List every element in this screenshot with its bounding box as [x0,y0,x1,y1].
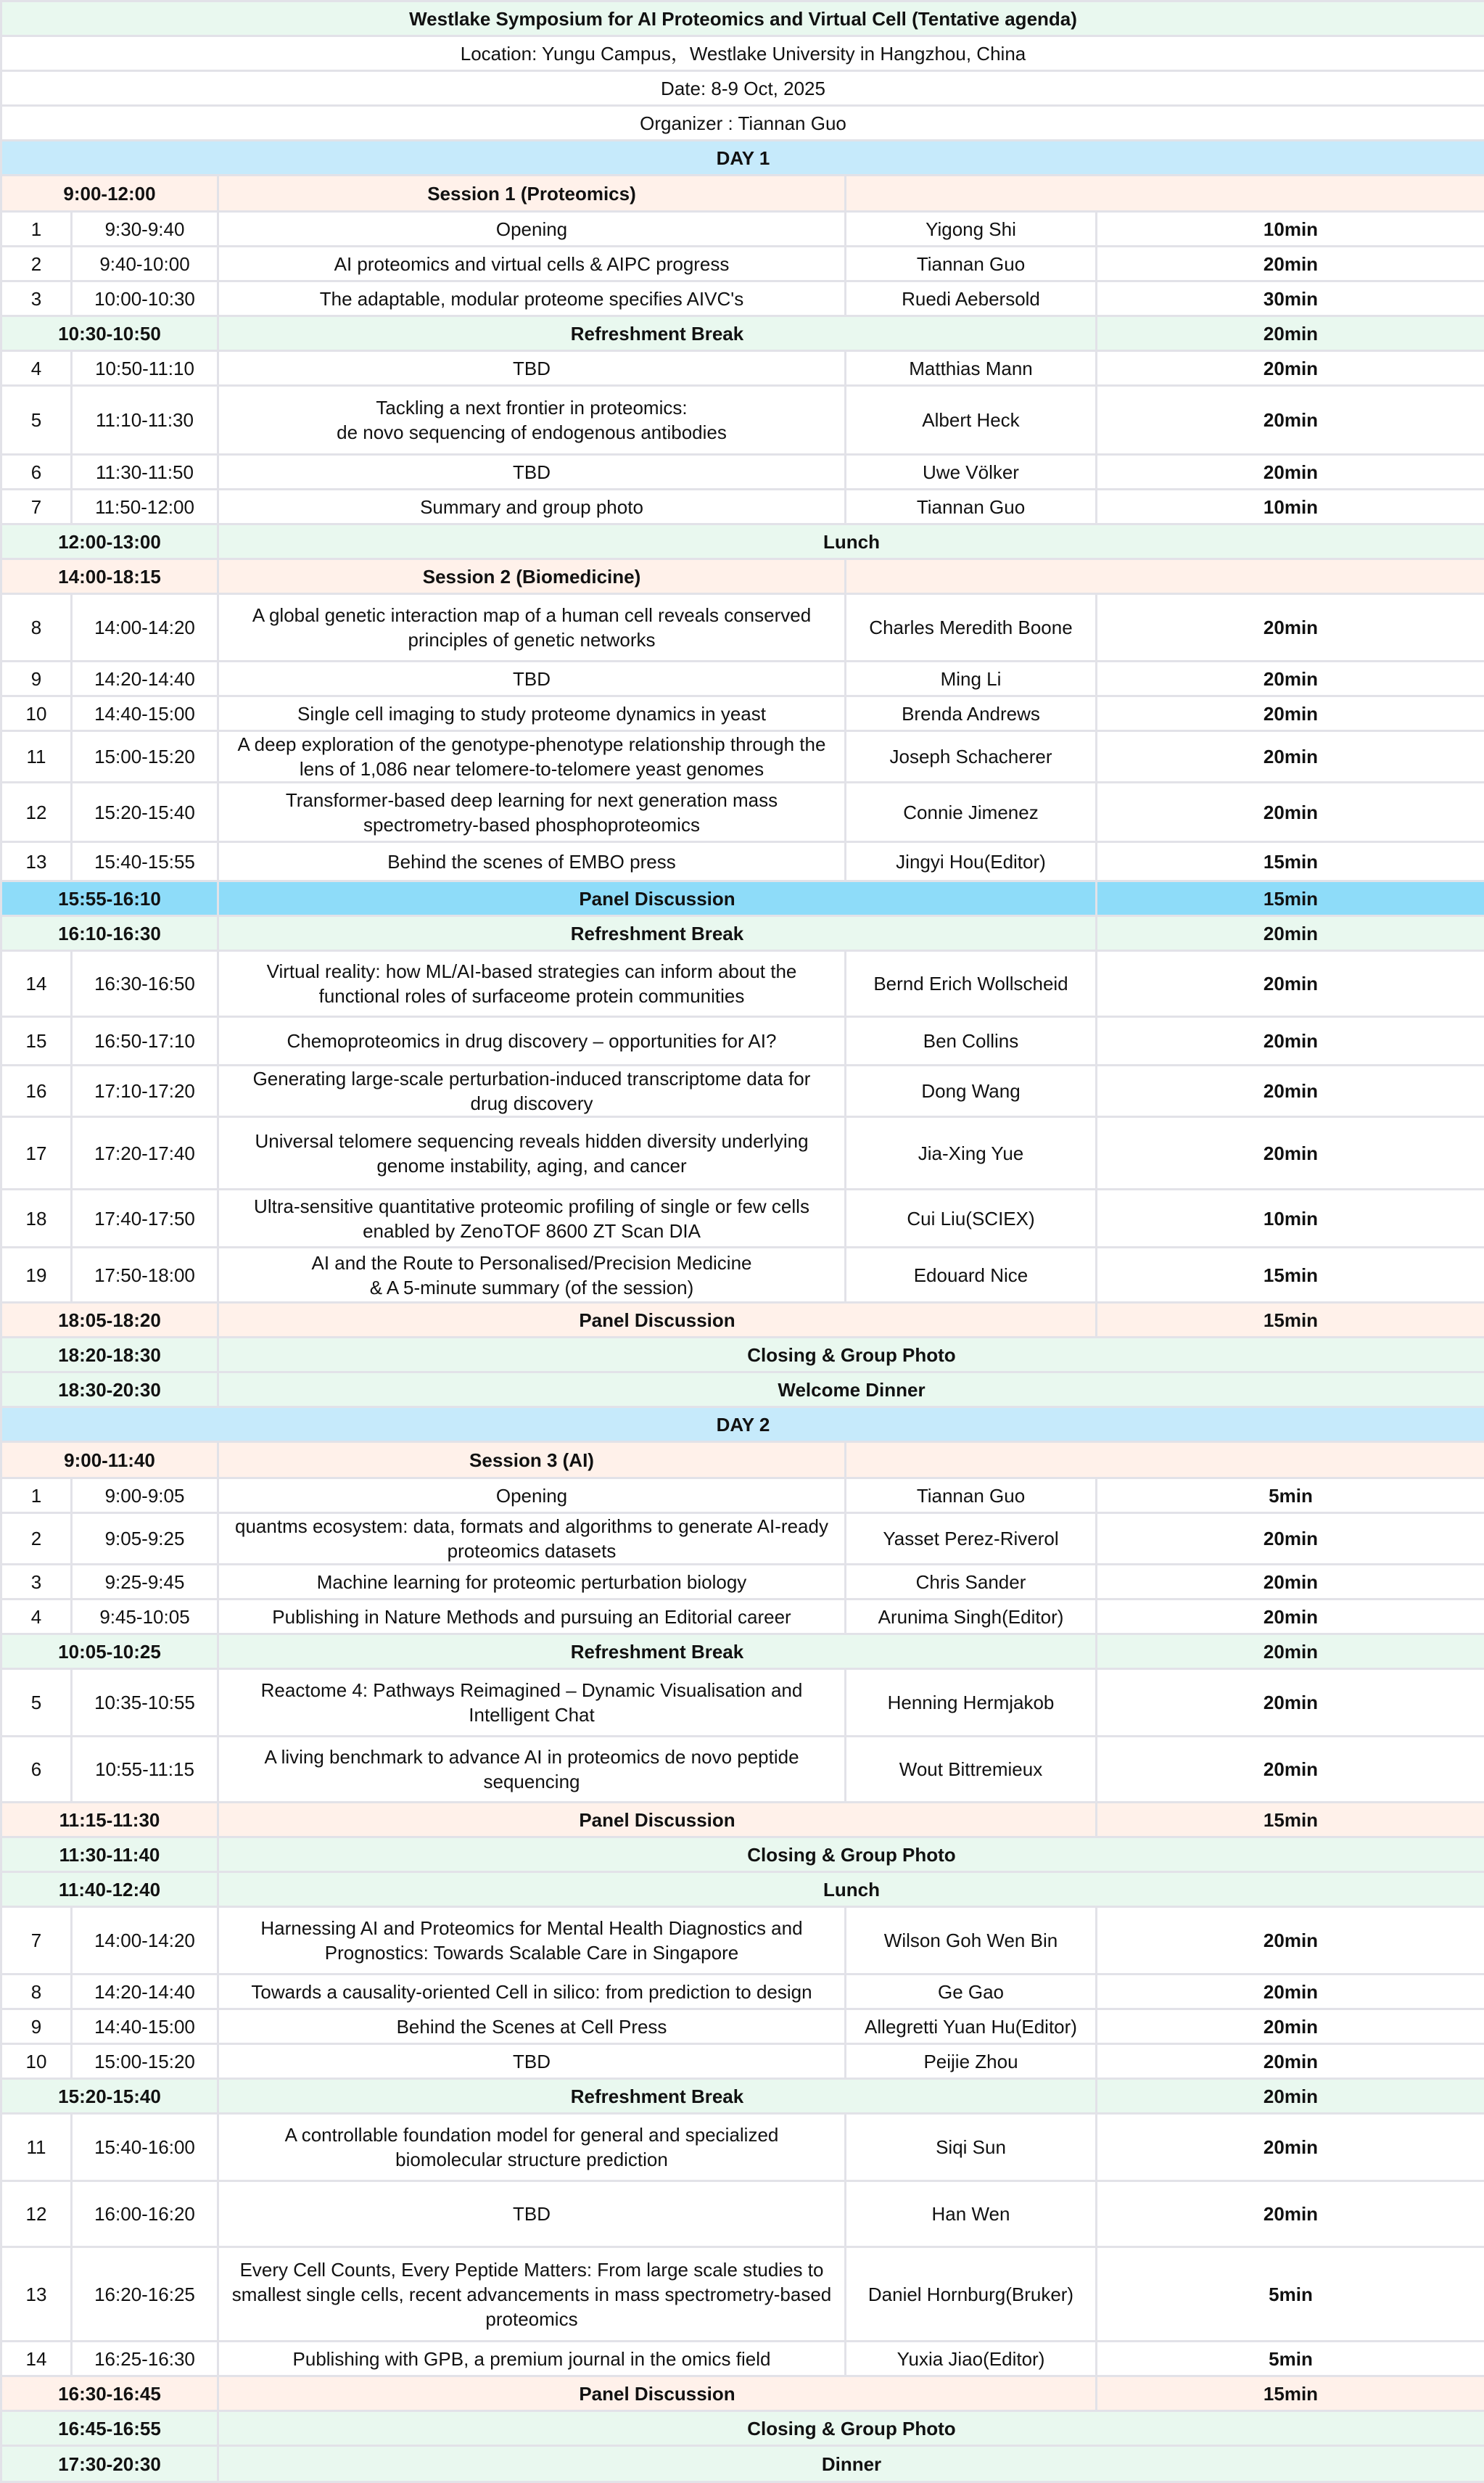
talk-number: 5 [1,386,72,455]
event-time: 18:30-20:30 [1,1372,218,1407]
event-time: 17:30-20:30 [1,2446,218,2482]
event-label: Closing & Group Photo [218,2411,1484,2446]
talk-number: 1 [1,1478,72,1513]
talk-number: 17 [1,1117,72,1190]
talk-number: 3 [1,1565,72,1599]
talk-title: Every Cell Counts, Every Peptide Matters: From large scale studies to smallest single cells, recent advancements in mass spectrometry-based proteomics [218,2247,846,2342]
talk-duration: 20min [1097,1513,1484,1565]
talk-title: A global genetic interaction map of a human cell reveals conserved principles of genetic networks [218,594,846,662]
talk-row [1,1737,1484,1803]
talk-title: Reactome 4: Pathways Reimagined – Dynamic Visualisation and Intelligent Chat [218,1669,846,1737]
event-label: Lunch [218,1872,1484,1907]
session-header-row [1,176,1484,212]
break-time: 16:10-16:30 [1,916,218,951]
break-label: Panel Discussion [218,1303,1097,1338]
break-label: Refreshment Break [218,2079,1097,2114]
talk-duration: 20min [1097,2181,1484,2247]
talk-title: Summary and group photo [218,490,846,524]
talk-duration: 10min [1097,212,1484,247]
event-time: 11:40-12:40 [1,1872,218,1907]
talk-row [1,212,1484,247]
session-time: 9:00-12:00 [1,176,218,212]
talk-title: Opening [218,212,846,247]
break-label: Panel Discussion [218,2376,1097,2411]
talk-title: Ultra-sensitive quantitative proteomic profiling of single or few cells enabled by ZenoTOF 8600 ZT Scan DIA [218,1190,846,1248]
session-title: Session 2 (Biomedicine) [218,559,846,594]
talk-speaker: Wilson Goh Wen Bin [846,1907,1097,1975]
talk-row [1,1066,1484,1117]
talk-number: 19 [1,1248,72,1303]
talk-speaker: Ge Gao [846,1975,1097,2009]
talk-duration: 20min [1097,1017,1484,1066]
talk-row [1,281,1484,316]
talk-title: TBD [218,2044,846,2079]
talk-title: Single cell imaging to study proteome dynamics in yeast [218,696,846,731]
talk-duration: 20min [1097,1066,1484,1117]
break-label: Refreshment Break [218,316,1097,351]
talk-duration: 20min [1097,1565,1484,1599]
talk-time: 11:50-12:00 [72,490,218,524]
talk-duration: 15min [1097,842,1484,881]
talk-speaker: Tiannan Guo [846,247,1097,281]
talk-number: 14 [1,2342,72,2376]
talk-duration: 20min [1097,594,1484,662]
event-time: 18:20-18:30 [1,1338,218,1372]
talk-number: 3 [1,281,72,316]
talk-duration: 20min [1097,455,1484,490]
talk-duration: 20min [1097,1599,1484,1634]
day-header-row [1,141,1484,176]
talk-row [1,247,1484,281]
event-row [1,1872,1484,1907]
talk-speaker: Allegretti Yuan Hu(Editor) [846,2009,1097,2044]
talk-time: 15:40-16:00 [72,2114,218,2181]
break-row [1,1303,1484,1338]
talk-row [1,1513,1484,1565]
talk-duration: 20min [1097,386,1484,455]
talk-title: Generating large-scale perturbation-induced transcriptome data for drug discovery [218,1066,846,1117]
talk-row [1,731,1484,783]
talk-title: The adaptable, modular proteome specifies AIVC's [218,281,846,316]
talk-duration: 20min [1097,1907,1484,1975]
break-row [1,316,1484,351]
talk-speaker: Cui Liu(SCIEX) [846,1190,1097,1248]
talk-speaker: Albert Heck [846,386,1097,455]
talk-title: A living benchmark to advance AI in proteomics de novo peptide sequencing [218,1737,846,1803]
talk-row [1,2342,1484,2376]
talk-title: Publishing in Nature Methods and pursuing an Editorial career [218,1599,846,1634]
talk-duration: 15min [1097,1248,1484,1303]
talk-time: 16:50-17:10 [72,1017,218,1066]
talk-duration: 20min [1097,1669,1484,1737]
break-time: 11:15-11:30 [1,1803,218,1837]
day-label: DAY 2 [1,1407,1484,1442]
talk-time: 14:20-14:40 [72,1975,218,2009]
event-time: 12:00-13:00 [1,524,218,559]
break-duration: 15min [1097,2376,1484,2411]
talk-speaker: Edouard Nice [846,1248,1097,1303]
talk-row [1,1975,1484,2009]
talk-duration: 20min [1097,2009,1484,2044]
info-row [1,36,1484,71]
talk-time: 15:20-15:40 [72,783,218,842]
talk-duration: 20min [1097,1117,1484,1190]
talk-duration: 20min [1097,1737,1484,1803]
talk-speaker: Tiannan Guo [846,1478,1097,1513]
session-blank [846,176,1484,212]
talk-number: 4 [1,351,72,386]
talk-time: 9:05-9:25 [72,1513,218,1565]
talk-row [1,2114,1484,2181]
talk-row [1,2044,1484,2079]
talk-row [1,1599,1484,1634]
talk-row [1,1190,1484,1248]
info-text: Organizer : Tiannan Guo [1,106,1484,141]
break-row [1,1634,1484,1669]
talk-speaker: Ming Li [846,662,1097,696]
session-blank [846,1442,1484,1478]
talk-speaker: Wout Bittremieux [846,1737,1097,1803]
talk-time: 10:35-10:55 [72,1669,218,1737]
talk-row [1,696,1484,731]
talk-time: 17:50-18:00 [72,1248,218,1303]
talk-row [1,1017,1484,1066]
talk-time: 14:20-14:40 [72,662,218,696]
session-header-row [1,559,1484,594]
talk-title: Harnessing AI and Proteomics for Mental Health Diagnostics and Prognostics: Towards Scalable Care in Singapore [218,1907,846,1975]
talk-time: 17:20-17:40 [72,1117,218,1190]
session-title: Session 1 (Proteomics) [218,176,846,212]
event-label: Closing & Group Photo [218,1837,1484,1872]
talk-duration: 5min [1097,2247,1484,2342]
talk-duration: 5min [1097,1478,1484,1513]
break-row [1,916,1484,951]
talk-number: 5 [1,1669,72,1737]
talk-title: Machine learning for proteomic perturbation biology [218,1565,846,1599]
break-duration: 20min [1097,916,1484,951]
talk-duration: 20min [1097,783,1484,842]
break-label: Panel Discussion [218,1803,1097,1837]
talk-title: Universal telomere sequencing reveals hidden diversity underlying genome instability, aging, and cancer [218,1117,846,1190]
talk-title: Chemoproteomics in drug discovery – opportunities for AI? [218,1017,846,1066]
talk-time: 16:00-16:20 [72,2181,218,2247]
talk-duration: 20min [1097,696,1484,731]
talk-number: 6 [1,455,72,490]
talk-number: 2 [1,247,72,281]
talk-time: 16:25-16:30 [72,2342,218,2376]
talk-time: 15:00-15:20 [72,2044,218,2079]
talk-number: 9 [1,662,72,696]
talk-row [1,1669,1484,1737]
talk-time: 17:10-17:20 [72,1066,218,1117]
talk-duration: 20min [1097,662,1484,696]
talk-number: 12 [1,783,72,842]
talk-speaker: Chris Sander [846,1565,1097,1599]
talk-duration: 20min [1097,731,1484,783]
talk-row [1,1117,1484,1190]
talk-number: 1 [1,212,72,247]
talk-speaker: Charles Meredith Boone [846,594,1097,662]
session-title: Session 3 (AI) [218,1442,846,1478]
talk-time: 9:45-10:05 [72,1599,218,1634]
talk-time: 17:40-17:50 [72,1190,218,1248]
talk-title: Towards a causality-oriented Cell in silico: from prediction to design [218,1975,846,2009]
event-time: 11:30-11:40 [1,1837,218,1872]
break-time: 10:05-10:25 [1,1634,218,1669]
talk-time: 14:40-15:00 [72,696,218,731]
break-time: 15:20-15:40 [1,2079,218,2114]
talk-row [1,386,1484,455]
talk-title: Virtual reality: how ML/AI-based strategies can inform about the functional roles of surfaceome protein communities [218,951,846,1017]
talk-duration: 30min [1097,281,1484,316]
talk-duration: 20min [1097,2044,1484,2079]
talk-number: 10 [1,2044,72,2079]
talk-duration: 10min [1097,490,1484,524]
talk-duration: 20min [1097,351,1484,386]
talk-title: Tackling a next frontier in proteomics: de novo sequencing of endogenous antibodies [218,386,846,455]
event-row [1,1338,1484,1372]
talk-row [1,2009,1484,2044]
break-duration: 15min [1097,1803,1484,1837]
talk-time: 14:00-14:20 [72,1907,218,1975]
talk-speaker: Ruedi Aebersold [846,281,1097,316]
event-row [1,1837,1484,1872]
talk-speaker: Yuxia Jiao(Editor) [846,2342,1097,2376]
talk-number: 8 [1,1975,72,2009]
talk-row [1,490,1484,524]
talk-duration: 20min [1097,2114,1484,2181]
talk-speaker: Arunima Singh(Editor) [846,1599,1097,1634]
talk-time: 14:40-15:00 [72,2009,218,2044]
talk-speaker: Han Wen [846,2181,1097,2247]
break-time: 15:55-16:10 [1,881,218,916]
talk-number: 16 [1,1066,72,1117]
talk-speaker: Jingyi Hou(Editor) [846,842,1097,881]
talk-title: Transformer-based deep learning for next generation mass spectrometry-based phosphoproteomics [218,783,846,842]
talk-speaker: Dong Wang [846,1066,1097,1117]
event-label: Welcome Dinner [218,1372,1484,1407]
session-time: 9:00-11:40 [1,1442,218,1478]
info-text: Location: Yungu Campus，Westlake University in Hangzhou, China [1,36,1484,71]
talk-row [1,455,1484,490]
talk-title: AI and the Route to Personalised/Precision Medicine & A 5-minute summary (of the session) [218,1248,846,1303]
talk-number: 18 [1,1190,72,1248]
talk-time: 16:20-16:25 [72,2247,218,2342]
talk-number: 7 [1,1907,72,1975]
talk-time: 9:30-9:40 [72,212,218,247]
talk-title: Opening [218,1478,846,1513]
talk-time: 10:55-11:15 [72,1737,218,1803]
talk-number: 11 [1,2114,72,2181]
break-row [1,2079,1484,2114]
talk-speaker: Siqi Sun [846,2114,1097,2181]
break-duration: 20min [1097,1634,1484,1669]
break-duration: 20min [1097,316,1484,351]
talk-duration: 20min [1097,247,1484,281]
talk-row [1,842,1484,881]
break-time: 10:30-10:50 [1,316,218,351]
talk-duration: 20min [1097,951,1484,1017]
talk-row [1,351,1484,386]
talk-title: TBD [218,455,846,490]
info-text: Date: 8-9 Oct, 2025 [1,71,1484,106]
talk-row [1,2247,1484,2342]
talk-number: 13 [1,2247,72,2342]
event-label: Dinner [218,2446,1484,2482]
session-time: 14:00-18:15 [1,559,218,594]
session-blank [846,559,1484,594]
event-row [1,1372,1484,1407]
talk-row [1,1478,1484,1513]
info-row [1,106,1484,141]
talk-duration: 5min [1097,2342,1484,2376]
talk-speaker: Uwe Völker [846,455,1097,490]
talk-time: 10:00-10:30 [72,281,218,316]
talk-speaker: Henning Hermjakob [846,1669,1097,1737]
talk-number: 14 [1,951,72,1017]
talk-duration: 20min [1097,1975,1484,2009]
talk-title: A controllable foundation model for general and specialized biomolecular structure prediction [218,2114,846,2181]
event-row [1,2411,1484,2446]
event-time: 16:45-16:55 [1,2411,218,2446]
talk-time: 11:30-11:50 [72,455,218,490]
talk-number: 13 [1,842,72,881]
talk-time: 11:10-11:30 [72,386,218,455]
info-row [1,71,1484,106]
talk-speaker: Brenda Andrews [846,696,1097,731]
talk-number: 4 [1,1599,72,1634]
talk-number: 7 [1,490,72,524]
talk-number: 10 [1,696,72,731]
talk-duration: 10min [1097,1190,1484,1248]
talk-speaker: Tiannan Guo [846,490,1097,524]
break-row [1,1803,1484,1837]
talk-time: 16:30-16:50 [72,951,218,1017]
break-row [1,2376,1484,2411]
talk-speaker: Ben Collins [846,1017,1097,1066]
talk-title: TBD [218,351,846,386]
talk-speaker: Peijie Zhou [846,2044,1097,2079]
break-label: Panel Discussion [218,881,1097,916]
talk-number: 12 [1,2181,72,2247]
talk-speaker: Joseph Schacherer [846,731,1097,783]
talk-row [1,2181,1484,2247]
event-row [1,524,1484,559]
talk-speaker: Bernd Erich Wollscheid [846,951,1097,1017]
talk-title: TBD [218,2181,846,2247]
talk-number: 11 [1,731,72,783]
talk-title: quantms ecosystem: data, formats and algorithms to generate AI-ready proteomics datasets [218,1513,846,1565]
break-duration: 20min [1097,2079,1484,2114]
talk-title: TBD [218,662,846,696]
talk-row [1,1565,1484,1599]
break-duration: 15min [1097,1303,1484,1338]
talk-title: Behind the scenes of EMBO press [218,842,846,881]
agenda-body [1,1,1484,2482]
talk-title: Behind the Scenes at Cell Press [218,2009,846,2044]
break-row [1,881,1484,916]
talk-row [1,951,1484,1017]
talk-row [1,662,1484,696]
talk-row [1,783,1484,842]
break-time: 16:30-16:45 [1,2376,218,2411]
agenda-title: Westlake Symposium for AI Proteomics and Virtual Cell (Tentative agenda) [1,1,1484,36]
talk-time: 9:40-10:00 [72,247,218,281]
break-label: Refreshment Break [218,1634,1097,1669]
day-label: DAY 1 [1,141,1484,176]
talk-speaker: Matthias Mann [846,351,1097,386]
talk-number: 2 [1,1513,72,1565]
talk-speaker: Yigong Shi [846,212,1097,247]
event-label: Lunch [218,524,1484,559]
talk-number: 8 [1,594,72,662]
talk-time: 15:00-15:20 [72,731,218,783]
agenda-title-row [1,1,1484,36]
talk-time: 15:40-15:55 [72,842,218,881]
talk-row [1,594,1484,662]
talk-row [1,1907,1484,1975]
talk-speaker: Connie Jimenez [846,783,1097,842]
talk-row [1,1248,1484,1303]
talk-number: 9 [1,2009,72,2044]
break-time: 18:05-18:20 [1,1303,218,1338]
talk-number: 15 [1,1017,72,1066]
event-label: Closing & Group Photo [218,1338,1484,1372]
talk-title: AI proteomics and virtual cells & AIPC progress [218,247,846,281]
talk-title: Publishing with GPB, a premium journal in the omics field [218,2342,846,2376]
talk-time: 10:50-11:10 [72,351,218,386]
talk-number: 6 [1,1737,72,1803]
talk-speaker: Yasset Perez-Riverol [846,1513,1097,1565]
break-duration: 15min [1097,881,1484,916]
day-header-row [1,1407,1484,1442]
session-header-row [1,1442,1484,1478]
break-label: Refreshment Break [218,916,1097,951]
talk-time: 9:25-9:45 [72,1565,218,1599]
talk-time: 9:00-9:05 [72,1478,218,1513]
talk-speaker: Daniel Hornburg(Bruker) [846,2247,1097,2342]
talk-speaker: Jia-Xing Yue [846,1117,1097,1190]
talk-title: A deep exploration of the genotype-phenotype relationship through the lens of 1,086 near telomere-to-telomere yeast genomes [218,731,846,783]
talk-time: 14:00-14:20 [72,594,218,662]
